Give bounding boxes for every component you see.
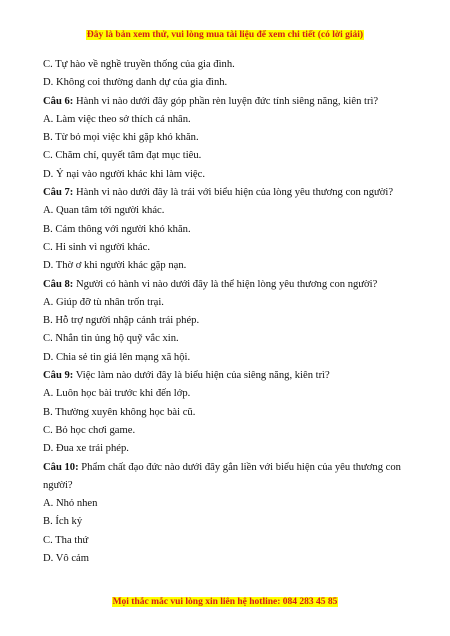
question-text: Phẩm chất đạo đức nào dưới đây gắn liền với biểu hiện của yêu thương con người? bbox=[43, 461, 401, 491]
preview-notice-text: Đây là bản xem thử, vui lòng mua tài liệu để xem chi tiết (có lời giải) bbox=[86, 30, 364, 40]
answer-option: D. Chia sẻ tin giả lên mạng xã hội. bbox=[43, 351, 191, 363]
question-text: Hành vi nào dưới đây là trái với biểu hiện của lòng yêu thương con người? bbox=[73, 187, 394, 199]
question-line bbox=[43, 367, 413, 385]
question-text: Việc làm nào dưới đây là biểu hiện của siêng năng, kiên trì? bbox=[73, 370, 330, 382]
question-text: Hành vi nào dưới đây góp phần rèn luyện đức tính siêng năng, kiên trì? bbox=[73, 95, 379, 107]
question-number: Câu 6: bbox=[43, 95, 74, 107]
answer-option: C. Tự hào về nghề truyền thống của gia đình. bbox=[43, 59, 235, 70]
answer-option: B. Từ bỏ mọi việc khi gặp khó khăn. bbox=[43, 132, 199, 144]
answer-option: C. Tha thứ bbox=[43, 534, 89, 546]
answer-option: C. Bỏ học chơi game. bbox=[43, 424, 136, 436]
answer-option: A. Giúp đỡ tù nhân trốn trại. bbox=[43, 296, 164, 308]
answer-option: C. Nhắn tin ủng hộ quỹ vắc xin. bbox=[43, 333, 179, 345]
answer-option: D. Không coi thường danh dự của gia đình. bbox=[43, 77, 228, 89]
preview-notice-banner bbox=[0, 29, 450, 41]
answer-option: A. Quan tâm tới người khác. bbox=[43, 205, 165, 217]
answer-option: B. Thường xuyên không học bài cũ. bbox=[43, 406, 196, 418]
answer-option: C. Hi sinh vì người khác. bbox=[43, 241, 150, 253]
answer-option: A. Làm việc theo sở thích cá nhân. bbox=[43, 113, 191, 125]
answer-option: D. Vô cảm bbox=[43, 553, 89, 565]
question-line bbox=[43, 93, 413, 111]
answer-option: B. Ích kỷ bbox=[43, 516, 83, 528]
hotline-text: Mọi thắc mắc vui lòng xin liên hệ hotline: 084 283 45 85 bbox=[112, 597, 338, 607]
answer-option: D. Ỷ nại vào người khác khi làm việc. bbox=[43, 168, 205, 180]
answer-option: A. Luôn học bài trước khi đến lớp. bbox=[43, 388, 191, 400]
answer-option: D. Đua xe trái phép. bbox=[43, 443, 129, 455]
question-number: Câu 10: bbox=[43, 461, 79, 473]
question-line bbox=[43, 459, 413, 496]
question-number: Câu 7: bbox=[43, 187, 74, 199]
question-line bbox=[43, 276, 413, 294]
question-text: Người có hành vi nào dưới đây là thể hiện lòng yêu thương con người? bbox=[73, 278, 378, 290]
answer-option: C. Chăm chỉ, quyết tâm đạt mục tiêu. bbox=[43, 150, 202, 162]
question-line bbox=[43, 184, 413, 202]
document-body bbox=[43, 56, 413, 568]
question-number: Câu 8: bbox=[43, 278, 74, 290]
hotline-footer-banner bbox=[0, 596, 450, 608]
answer-option: D. Thờ ơ khi người khác gặp nạn. bbox=[43, 260, 187, 272]
answer-option: B. Hỗ trợ người nhập cảnh trái phép. bbox=[43, 315, 200, 327]
answer-option: A. Nhỏ nhen bbox=[43, 498, 98, 510]
question-number: Câu 9: bbox=[43, 370, 74, 382]
answer-option: B. Cảm thông với người khó khăn. bbox=[43, 223, 191, 235]
